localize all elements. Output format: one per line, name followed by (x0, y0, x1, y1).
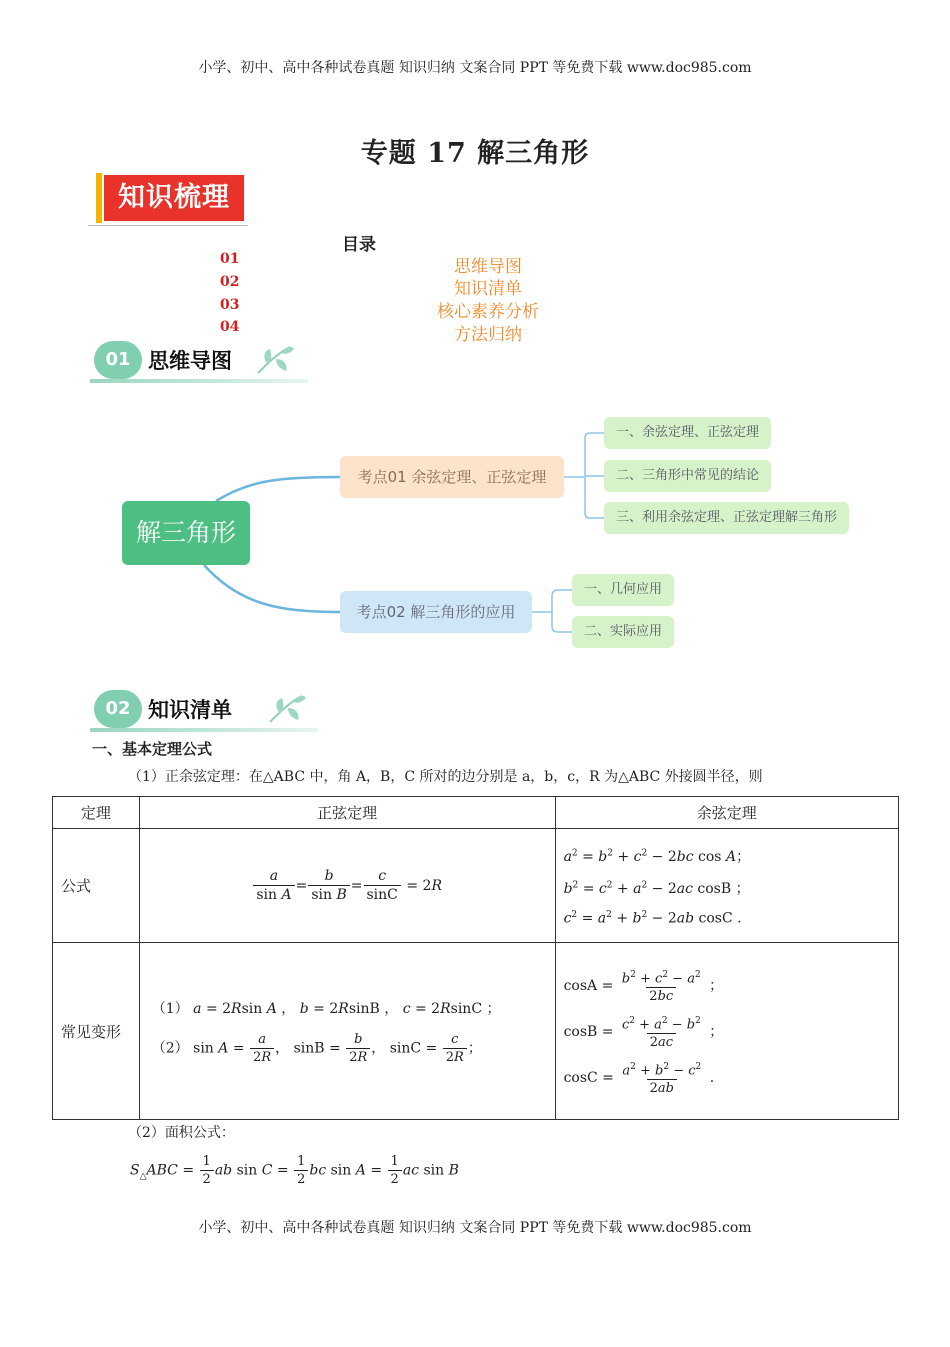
toc-title: 目录 (342, 235, 376, 255)
row-label: 常见变形 (53, 943, 140, 1120)
cosine-law-variants: cosA = $\frac{b^2 + c^2 - a^2}{2bc}$ ； cosB = $\frac{c^2 + a^2 - b^2}{2ac}$ ； cosC = $\frac{a^2 + b^2 - c^2}{2ab}$ . (555, 943, 898, 1120)
table-header: 正弦定理 (139, 797, 555, 829)
mindmap-leaf: 一、几何应用 (572, 574, 674, 606)
section-banner-mindmap (90, 341, 308, 383)
sine-law-formula: $\frac{a}{\text{sin A}}$ = $\frac{b}{\text{sin B}}$ = $\frac{c}{\sin C}$ = 2R (139, 829, 555, 943)
area-formula: $S_\triangle ABC$ = $\frac{1}{2}$ ab sin C = $\frac{1}{2}$ bc sin A = $\frac{1}{2}$ ac sin B (130, 1154, 459, 1187)
section-base (90, 728, 318, 732)
table-header: 定理 (53, 797, 140, 829)
section-number: 01 (94, 341, 142, 379)
table-header-row (53, 797, 899, 829)
section-banner-checklist (90, 690, 318, 732)
table-row (53, 829, 899, 943)
table-row (53, 943, 899, 1120)
paragraph-area: （2）面积公式： (128, 1125, 235, 1141)
table-header: 余弦定理 (555, 797, 898, 829)
knowledge-banner (96, 173, 246, 223)
section-number: 02 (94, 690, 142, 728)
mindmap-root: 解三角形 (122, 501, 250, 565)
toc-link-core-analysis[interactable]: 核心素养分析 (437, 302, 539, 322)
banner-accent-bar (96, 173, 102, 223)
mindmap-leaf: 二、三角形中常见的结论 (604, 460, 771, 492)
mindmap-leaf: 一、余弦定理、正弦定理 (604, 417, 771, 449)
mindmap-branch: 考点01 余弦定理、正弦定理 (340, 456, 564, 498)
section-base (90, 379, 308, 383)
variant-prefix: （1） (151, 1000, 189, 1017)
leaf-icon (266, 692, 306, 728)
section-label: 思维导图 (148, 349, 232, 373)
theorem-table (52, 796, 899, 1120)
page-footer: 小学、初中、高中各种试卷真题 知识归纳 文案合同 PPT 等免费下载 www.doc985.com (198, 1220, 752, 1236)
page-header: 小学、初中、高中各种试卷真题 知识归纳 文案合同 PPT 等免费下载 www.doc985.com (198, 60, 752, 76)
variant-prefix: （2） (151, 1040, 189, 1056)
heading-basic-theorems: 一、基本定理公式 (92, 740, 213, 758)
toc-link-checklist[interactable]: 知识清单 (454, 279, 522, 299)
page-title: 专题 17 解三角形 (360, 138, 590, 169)
mindmap-leaf: 二、实际应用 (572, 616, 674, 648)
mindmap-leaf: 三、利用余弦定理、正弦定理解三角形 (604, 502, 849, 534)
toc-num: 02 (220, 274, 240, 290)
toc-num: 04 (220, 319, 240, 335)
toc-link-methods[interactable]: 方法归纳 (454, 325, 522, 345)
mindmap-branch: 考点02 解三角形的应用 (340, 591, 532, 633)
toc-num: 03 (220, 297, 240, 313)
banner-label: 知识梳理 (104, 175, 244, 221)
section-label: 知识清单 (148, 698, 232, 722)
banner-underline (88, 225, 248, 226)
sine-law-variants: （1） a = 2Rsin A ， b = 2RsinB ， c = 2RsinC ； （2） sin A = $\frac{a}{2R}$ ， sinB = $\frac{b}{2R}$ ， sinC = $\frac{c}{2R}$ ； (139, 943, 555, 1120)
leaf-icon (254, 343, 294, 379)
paragraph-sine-cosine: （1）正余弦定理：在△ABC 中，角 A，B，C 所对的边分别是 a，b，c，R 为△ABC 外接圆半径，则 (128, 769, 763, 785)
row-label: 公式 (53, 829, 140, 943)
toc-link-mindmap[interactable]: 思维导图 (454, 257, 522, 277)
toc-num: 01 (220, 251, 240, 267)
cosine-law-formulas: $a^2 = b^2 + c^2 - 2bc$ cos A； $b^2 = c^2 + a^2 - 2ac$ cosB ； $c^2 = a^2 + b^2 - 2ab$ cosC . (555, 829, 898, 943)
